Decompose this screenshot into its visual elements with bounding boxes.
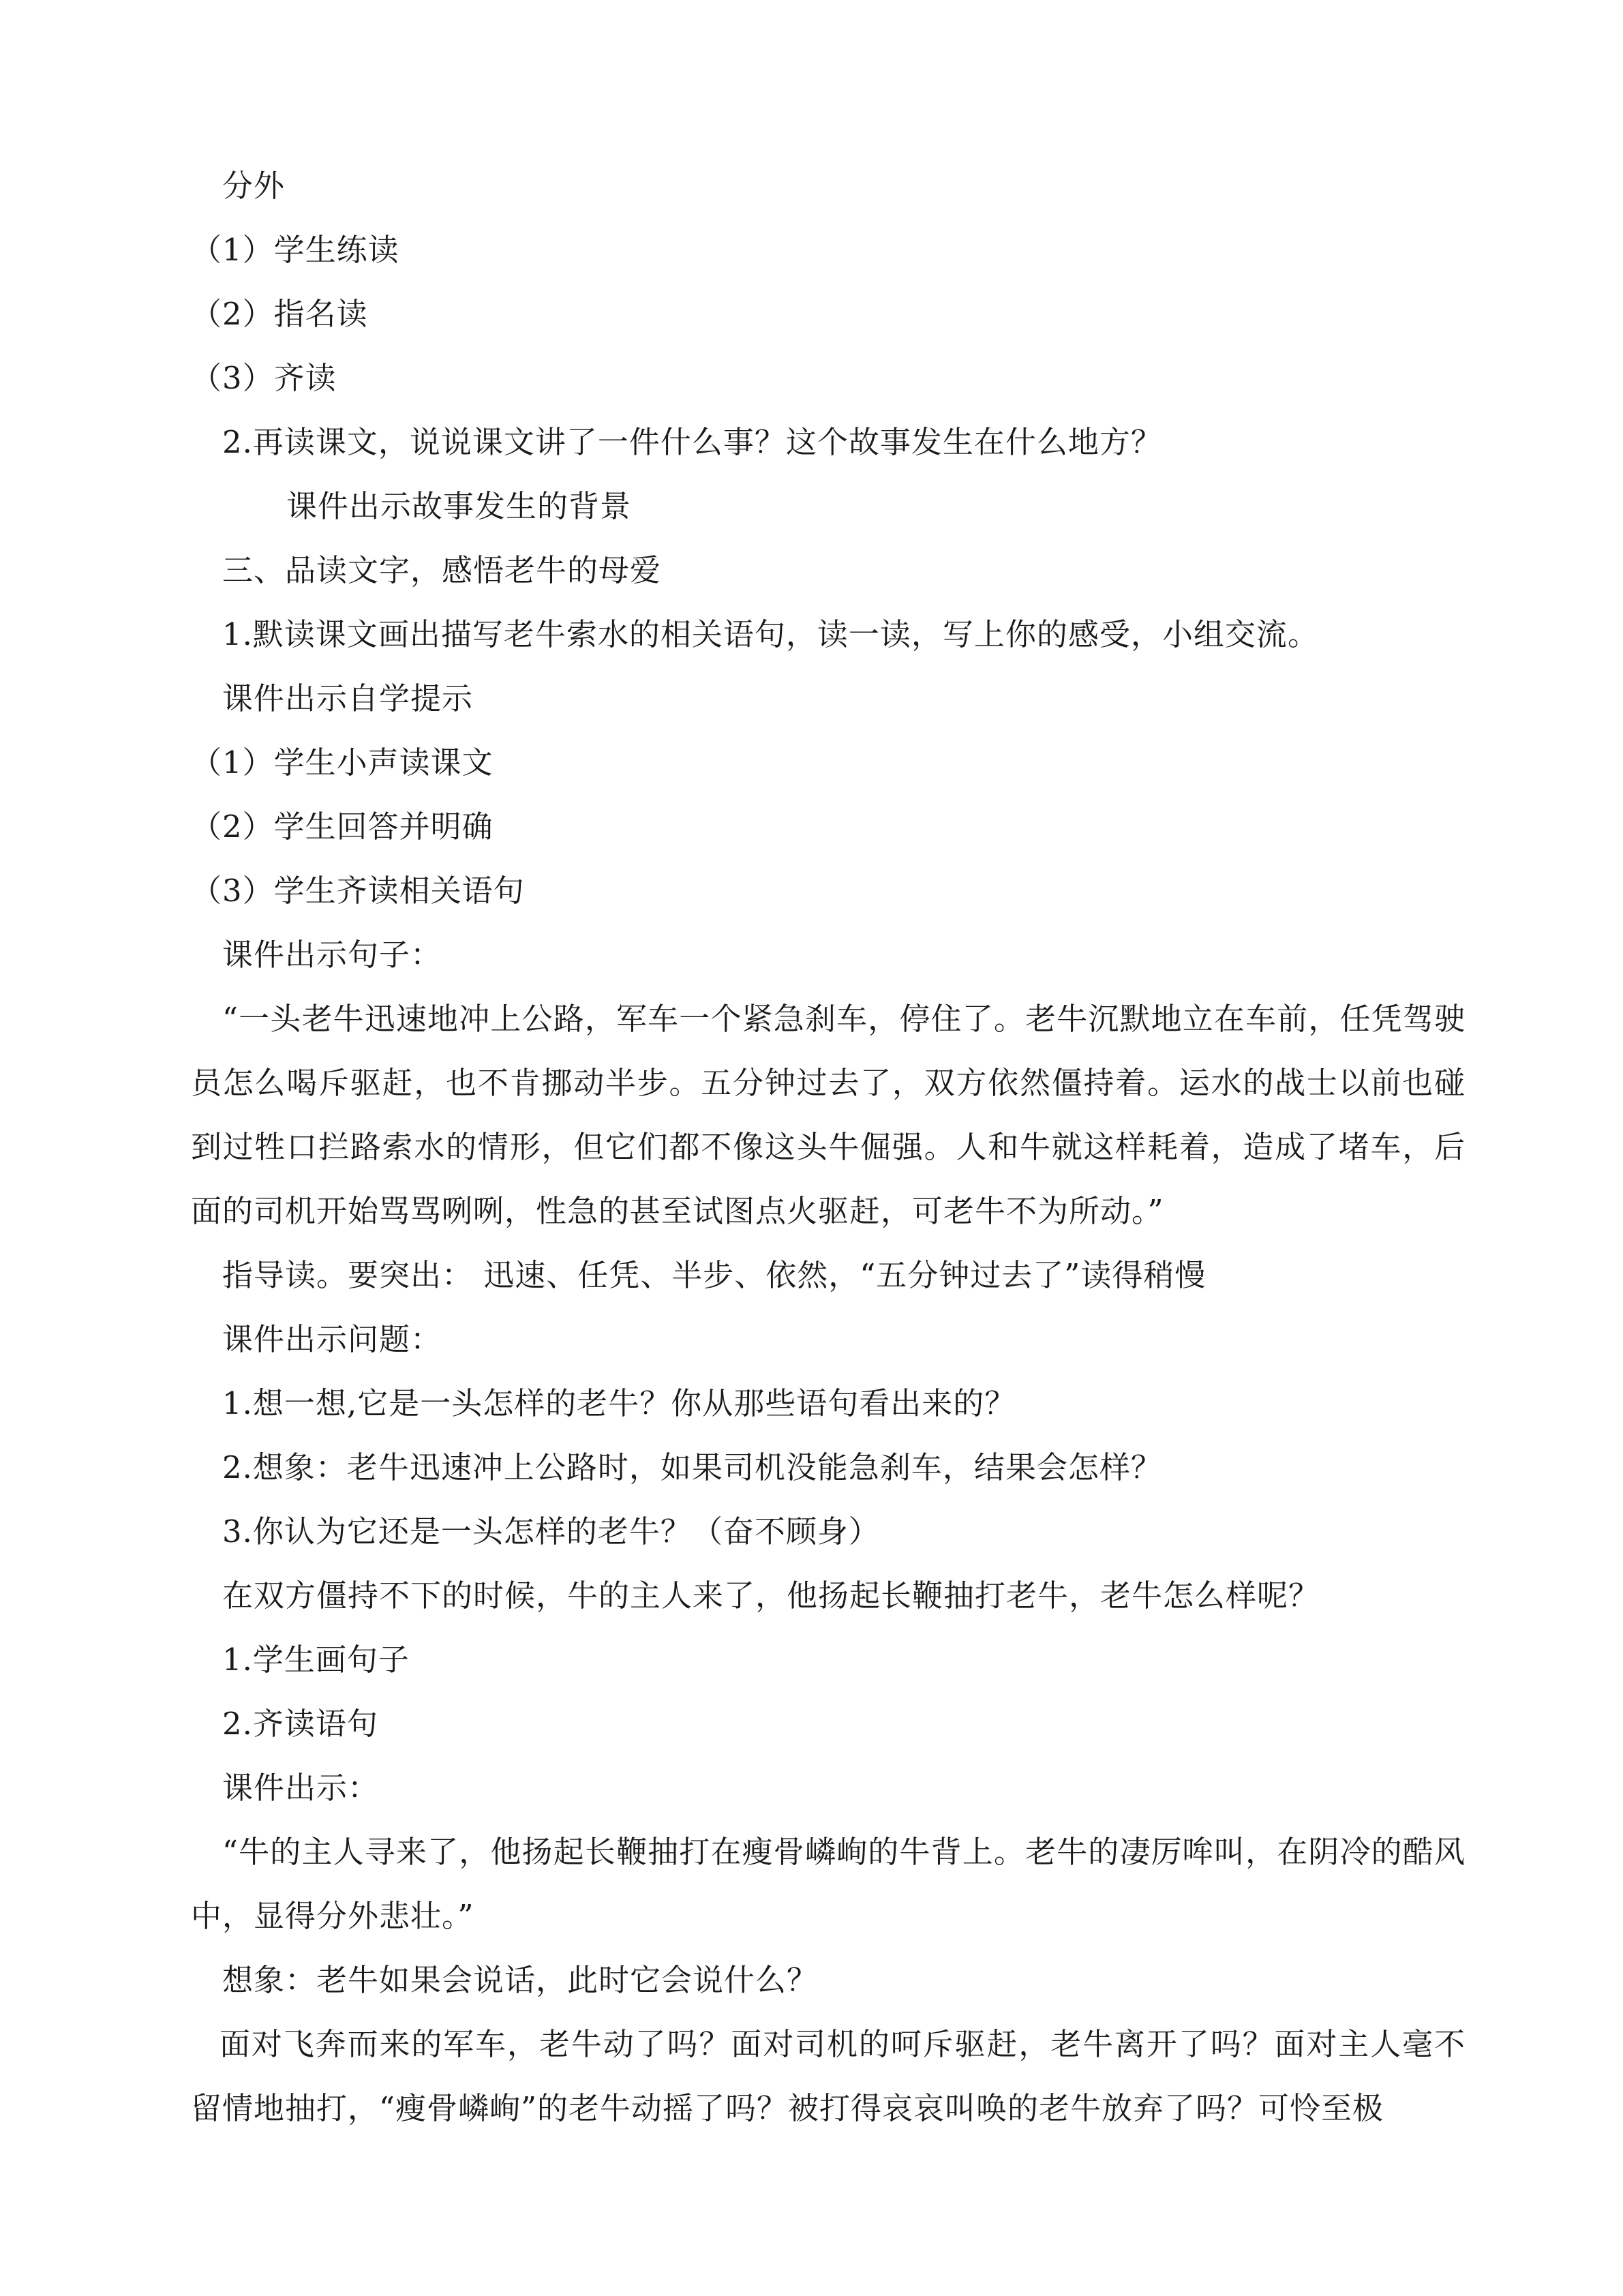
- question-line: 3.你认为它还是一头怎样的老牛？（奋不顾身）: [222, 1513, 880, 1550]
- question-line: 2.再读课文，说说课文讲了一件什么事？这个故事发生在什么地方？: [222, 424, 1162, 460]
- section-heading: 三、品读文字，感悟老牛的母爱: [222, 552, 662, 588]
- text-line: 指导读。要突出： 迅速、任凭、半步、依然，“五分钟过去了”读得稍慢: [222, 1257, 1207, 1293]
- list-item: （2）指名读: [191, 296, 368, 332]
- list-item: 1.学生画句子: [222, 1642, 410, 1678]
- text-line: 课件出示故事发生的背景: [286, 488, 632, 524]
- text-line: 课件出示：: [222, 1770, 380, 1806]
- question-line: 1.想一想,它是一头怎样的老牛？你从那些语句看出来的？: [222, 1385, 1016, 1421]
- document-body: [191, 154, 1466, 2141]
- text-line: 课件出示问题：: [222, 1321, 442, 1357]
- quoted-passage: “一头老牛迅速地冲上公路，军车一个紧急刹车，停住了。老牛沉默地立在车前，任凭驾驶员怎么喝斥驱赶，也不肯挪动半步。五分钟过去了，双方依然僵持着。运水的战士以前也碰到过牲口拦路索水的情形，但它们都不像这头牛倔强。人和牛就这样耗着，造成了堵车，后面的司机开始骂骂咧咧，性急的甚至试图点火驱赶，可老牛不为所动。”: [191, 1001, 1466, 1229]
- list-item: （1）学生小声读课文: [191, 744, 494, 781]
- text-line: 课件出示句子：: [222, 937, 442, 973]
- question-line: 2.想象：老牛迅速冲上公路时，如果司机没能急刹车，结果会怎样？: [222, 1449, 1162, 1485]
- list-item: （3）学生齐读相关语句: [191, 873, 525, 909]
- question-line: 1.默读课文画出描写老牛索水的相关语句，读一读，写上你的感受，小组交流。: [222, 616, 1319, 652]
- text-line: 想象：老牛如果会说话，此时它会说什么？: [222, 1962, 819, 1998]
- paragraph: 面对飞奔而来的军车，老牛动了吗？面对司机的呵斥驱赶，老牛离开了吗？面对主人毫不留情地抽打，“瘦骨嶙峋”的老牛动摇了吗？被打得哀哀叫唤的老牛放弃了吗？可怜至极: [191, 2026, 1466, 2126]
- text-line: 在双方僵持不下的时候，牛的主人来了，他扬起长鞭抽打老牛，老牛怎么样呢？: [222, 1577, 1320, 1614]
- text-line: 分外: [222, 168, 286, 204]
- list-item: 2.齐读语句: [222, 1706, 378, 1742]
- list-item: （2）学生回答并明确: [191, 809, 494, 845]
- quoted-passage: “牛的主人寻来了，他扬起长鞭抽打在瘦骨嶙峋的牛背上。老牛的凄厉哞叫，在阴冷的酷风中，显得分外悲壮。”: [191, 1834, 1466, 1934]
- text-line: 课件出示自学提示: [222, 680, 474, 716]
- list-item: （1）学生练读: [191, 232, 399, 268]
- list-item: （3）齐读: [191, 360, 337, 396]
